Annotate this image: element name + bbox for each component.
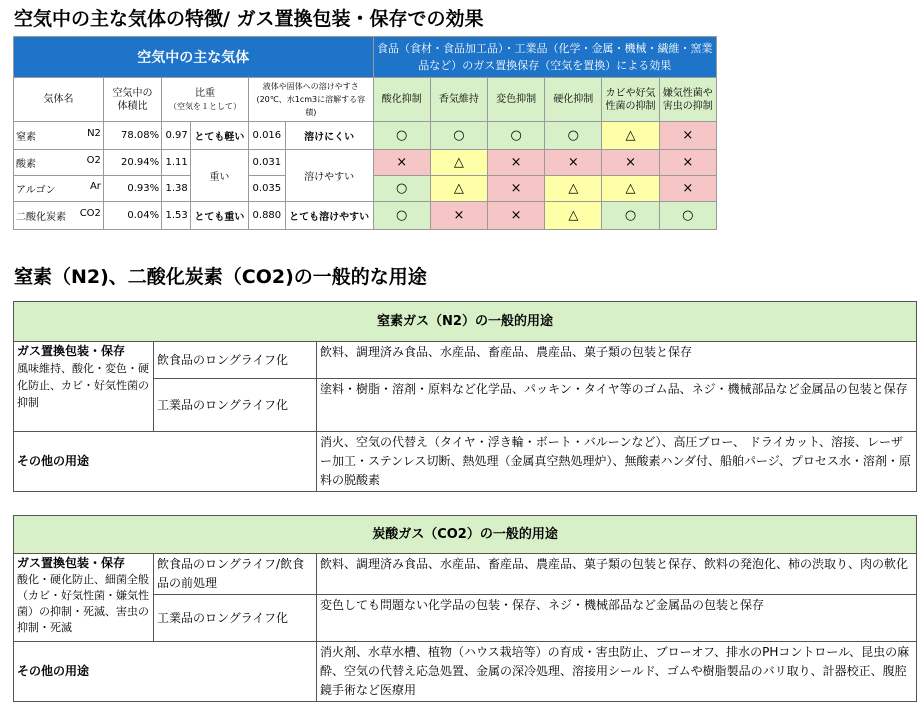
volume-cell: 20.94% bbox=[103, 150, 161, 176]
sg-cell: 1.38 bbox=[162, 176, 191, 202]
co2-usage-header: 炭酸ガス（CO2）の一般的用途 bbox=[14, 516, 917, 554]
co2-industrial-label: 工業品のロングライフ化 bbox=[154, 595, 317, 642]
effect-mark: ○ bbox=[373, 122, 430, 150]
volume-cell: 0.04% bbox=[103, 202, 161, 230]
sol-cell: 0.035 bbox=[248, 176, 285, 202]
effect-mark: ○ bbox=[659, 202, 716, 230]
n2-category-cell: ガス置換包装・保存 風味維持、酸化・変色・硬化防止、カビ・好気性菌の抑制 bbox=[14, 342, 154, 432]
sol-cell: 0.880 bbox=[248, 202, 285, 230]
effect-mark: △ bbox=[545, 176, 602, 202]
effect-mark: △ bbox=[545, 202, 602, 230]
table1-left-header: 空気中の主な気体 bbox=[14, 37, 374, 78]
co2-category-cell: ガス置換包装・保存 酸化・硬化防止、細菌全般（カビ・好気性菌・嫌気性菌）の抑制・死滅、害虫の抑制・死滅 bbox=[14, 554, 154, 642]
gas-name-cell: 酸素 O2 bbox=[14, 150, 104, 176]
table-row bbox=[14, 150, 717, 176]
sg-cell: 0.97 bbox=[162, 122, 191, 150]
col-volume: 空気中の 体積比 bbox=[103, 78, 161, 122]
effect-mark: × bbox=[488, 202, 545, 230]
co2-food-label: 飲食品のロングライフ/飲食品の前処理 bbox=[154, 554, 317, 595]
col-effect: 変色抑制 bbox=[488, 78, 545, 122]
sg-cell: 1.11 bbox=[162, 150, 191, 176]
effect-mark: △ bbox=[602, 122, 659, 150]
n2-other-label: その他の用途 bbox=[14, 432, 317, 492]
co2-other-text: 消火剤、水草水槽、植物（ハウス栽培等）の育成・害虫防止、ブローオフ、排水のPHコントロール、昆虫の麻酔、空気の代替え応急処置、金属の深冷処理、溶接用シールド、ゴムや樹脂製品のバリ取り、計器校正、腹腔鏡手術など医療用 bbox=[317, 642, 917, 702]
co2-other-label: その他の用途 bbox=[14, 642, 317, 702]
n2-food-label: 飲食品のロングライフ化 bbox=[154, 342, 317, 379]
table1-right-header: 食品（食材・食品加工品）・工業品（化学・金属・機械・繊維・窯業品など）のガス置換保存（空気を置換）による効果 bbox=[373, 37, 716, 78]
sg-cell: 1.53 bbox=[162, 202, 191, 230]
n2-industrial-label: 工業品のロングライフ化 bbox=[154, 379, 317, 432]
volume-cell: 78.08% bbox=[103, 122, 161, 150]
effect-mark: × bbox=[659, 176, 716, 202]
n2-other-text: 消火、空気の代替え（タイヤ・浮き輪・ボート・バルーンなど）、高圧ブロー、 ドライカット、溶接、レーザー加工・ステンレス切断、熱処理（金属真空熱処理炉）、無酸素ハンダ付、船舶パージ、プロセス水・溶剤・原料の脱酸素 bbox=[317, 432, 917, 492]
effect-mark: △ bbox=[430, 176, 487, 202]
col-effect: 硬化抑制 bbox=[545, 78, 602, 122]
sol-cell: 0.016 bbox=[248, 122, 285, 150]
col-solubility: 液体や固体への溶けやすさ (20℃、水1cm3に溶解する容積) bbox=[248, 78, 373, 122]
sol-label-cell: 溶けにくい bbox=[285, 122, 373, 150]
effect-mark: ○ bbox=[488, 122, 545, 150]
n2-usage-header: 窒素ガス（N2）の一般的用途 bbox=[14, 302, 917, 342]
effect-mark: × bbox=[602, 150, 659, 176]
sol-label-cell: とても溶けやすい bbox=[285, 202, 373, 230]
sol-label-cell: 溶けやすい bbox=[285, 150, 373, 202]
gas-properties-table bbox=[13, 36, 717, 230]
sg-label-cell: 重い bbox=[190, 150, 248, 202]
col-effect: 香気維持 bbox=[430, 78, 487, 122]
effect-mark: × bbox=[659, 150, 716, 176]
effect-mark: ○ bbox=[545, 122, 602, 150]
effect-mark: ○ bbox=[602, 202, 659, 230]
col-effect: 嫌気性菌や害虫の抑制 bbox=[659, 78, 716, 122]
section-title: 窒素（N2)、二酸化炭素（CO2)の一般的な用途 bbox=[14, 266, 427, 288]
table-row bbox=[14, 202, 717, 230]
col-effect: 酸化抑制 bbox=[373, 78, 430, 122]
col-effect: カビや好気性菌の抑制 bbox=[602, 78, 659, 122]
effect-mark: ○ bbox=[373, 176, 430, 202]
sg-label-cell: とても重い bbox=[190, 202, 248, 230]
gas-name-cell: 二酸化炭素 CO2 bbox=[14, 202, 104, 230]
effect-mark: ○ bbox=[430, 122, 487, 150]
effect-mark: × bbox=[373, 150, 430, 176]
table-row bbox=[14, 122, 717, 150]
n2-food-text: 飲料、調理済み食品、水産品、畜産品、農産品、菓子類の包装と保存 bbox=[317, 342, 917, 379]
col-specific-gravity: 比重 （空気を１として） bbox=[162, 78, 249, 122]
n2-industrial-text: 塗料・樹脂・溶剤・原料など化学品、パッキン・タイヤ等のゴム品、ネジ・機械部品など金属品の包装と保存 bbox=[317, 379, 917, 432]
co2-usage-table bbox=[13, 515, 917, 702]
sg-label-cell: とても軽い bbox=[190, 122, 248, 150]
effect-mark: △ bbox=[430, 150, 487, 176]
co2-food-text: 飲料、調理済み食品、水産品、畜産品、農産品、菓子類の包装と保存、飲料の発泡化、柿の渋取り、肉の軟化 bbox=[317, 554, 917, 595]
n2-usage-table bbox=[13, 301, 917, 492]
sol-cell: 0.031 bbox=[248, 150, 285, 176]
col-gas-name: 気体名 bbox=[14, 78, 104, 122]
effect-mark: △ bbox=[602, 176, 659, 202]
effect-mark: × bbox=[659, 122, 716, 150]
effect-mark: × bbox=[545, 150, 602, 176]
effect-mark: × bbox=[488, 176, 545, 202]
gas-name-cell: 窒素 N2 bbox=[14, 122, 104, 150]
gas-name-cell: アルゴン Ar bbox=[14, 176, 104, 202]
page-title: 空気中の主な気体の特徴/ ガス置換包装・保存での効果 bbox=[14, 8, 484, 30]
co2-industrial-text: 変色しても問題ない化学品の包装・保存、ネジ・機械部品など金属品の包装と保存 bbox=[317, 595, 917, 642]
effect-mark: × bbox=[430, 202, 487, 230]
effect-mark: × bbox=[488, 150, 545, 176]
volume-cell: 0.93% bbox=[103, 176, 161, 202]
effect-mark: ○ bbox=[373, 202, 430, 230]
